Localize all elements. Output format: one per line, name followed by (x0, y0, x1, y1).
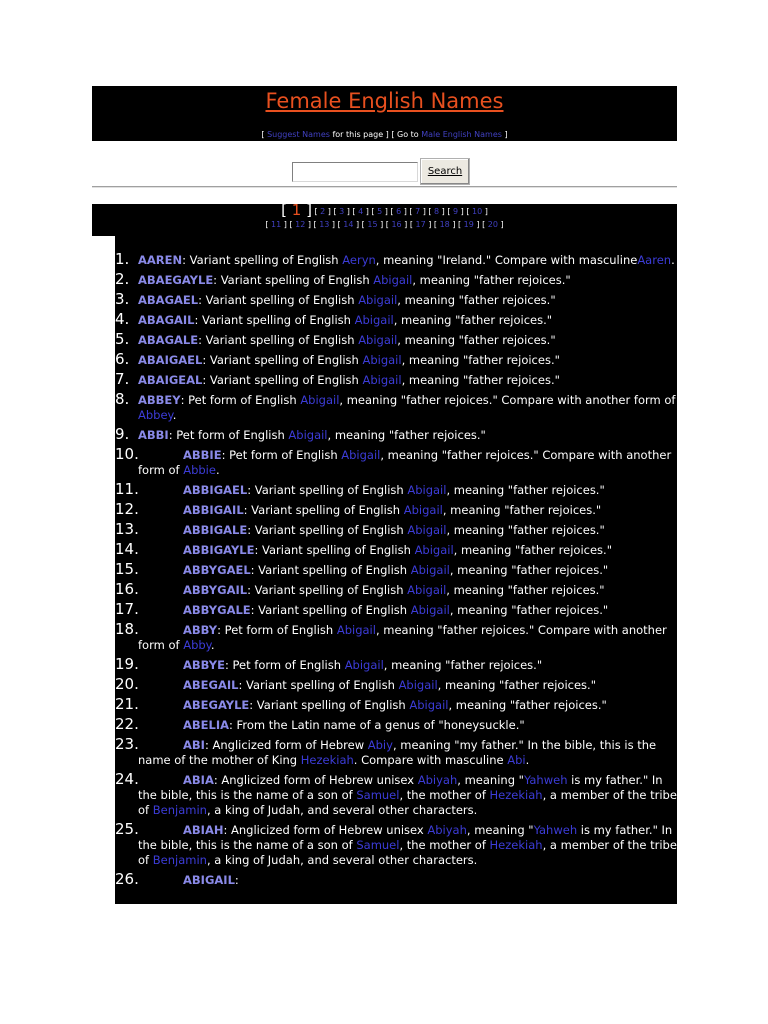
definition-text: : Variant spelling of English (250, 563, 411, 577)
indent (138, 823, 183, 837)
name-link[interactable]: Abigail (288, 428, 328, 442)
pagination-bracket: [ (310, 220, 320, 229)
name-link[interactable]: Abigail (409, 698, 449, 712)
name-link[interactable]: Abigail (410, 603, 450, 617)
page-link-19[interactable]: 19 (463, 220, 474, 229)
list-item (115, 520, 677, 538)
name-term: ABBY (183, 623, 218, 637)
list-item-number: 1. (115, 250, 130, 268)
page-link-15[interactable]: 15 (367, 220, 378, 229)
page-link-7[interactable]: 7 (415, 207, 421, 216)
definition-text: , meaning "father rejoices." (397, 293, 556, 307)
name-link[interactable]: Abi (507, 753, 526, 767)
definition-text: , the mother of (399, 788, 490, 802)
name-term: ABIA (183, 773, 214, 787)
indent (138, 678, 183, 692)
name-link[interactable]: Abbey (138, 408, 173, 422)
page-link-8[interactable]: 8 (434, 207, 440, 216)
divider (92, 186, 677, 188)
definition-text: , meaning "father rejoices." (448, 698, 607, 712)
definition-text: , meaning "my father." In the bible, this is the name of the mother of King (138, 738, 660, 767)
definition-text: , meaning "father rejoices." Compare with another form of (339, 393, 680, 407)
page-link-2[interactable]: 2 (320, 207, 326, 216)
pagination-bracket: [ (463, 207, 473, 216)
list-item (115, 270, 677, 288)
name-link[interactable]: Aaren (637, 253, 672, 267)
definition-text: : Anglicized form of Hebrew unisex (213, 773, 418, 787)
pagination-bracket: ] (482, 207, 488, 216)
list-item-number: 16. (115, 580, 139, 598)
definition-text: : Variant spelling of English (194, 313, 355, 327)
name-term: ABI (183, 738, 205, 752)
list-item-number: 25. (115, 820, 139, 838)
male-english-names-link[interactable]: Male English Names (421, 130, 502, 139)
name-term: ABEGAYLE (183, 698, 250, 712)
indent (138, 603, 183, 617)
pagination-bracket: [ (330, 207, 340, 216)
pagination-bracket: ] (420, 207, 426, 216)
search-input[interactable] (292, 162, 418, 182)
definition-text: : Variant spelling of English (243, 503, 404, 517)
page-header (92, 86, 677, 141)
definition-text: . (525, 753, 530, 767)
name-link[interactable]: Abiyah (427, 823, 467, 837)
definition-text: : Pet form of English (180, 393, 301, 407)
list-item-number: 7. (115, 370, 130, 388)
list-item (115, 735, 677, 768)
name-link[interactable]: Abigail (344, 658, 384, 672)
pagination-bracket: ] (363, 207, 369, 216)
name-term: ABAIGEAL (138, 373, 203, 387)
indent (138, 698, 183, 712)
definition-text: : Variant spelling of English (254, 543, 415, 557)
name-link[interactable]: Abigail (358, 333, 398, 347)
definition-text: is my father." In the bible, this is the name of a son of (138, 823, 676, 852)
page-link-11[interactable]: 11 (271, 220, 282, 229)
page-link-5[interactable]: 5 (377, 207, 383, 216)
pagination (92, 201, 677, 231)
name-link[interactable]: Abigail (398, 678, 438, 692)
pagination-bracket: ] (305, 220, 311, 229)
definition-text: , a king of Judah, and several other characters. (206, 803, 478, 817)
name-term: ABAEGAYLE (138, 273, 214, 287)
name-link[interactable]: Benjamin (152, 803, 207, 817)
name-link[interactable]: Samuel (356, 788, 400, 802)
list-item-number: 2. (115, 270, 130, 288)
definition-text: , meaning "father rejoices." (401, 373, 560, 387)
list-item (115, 820, 681, 868)
name-term: ABEGAIL (183, 678, 239, 692)
list-item-number: 17. (115, 600, 139, 618)
name-link[interactable]: Abigail (373, 273, 413, 287)
definition-text: , meaning "father rejoices." (393, 313, 553, 327)
list-item (115, 870, 677, 888)
search-button-label: Search (427, 166, 463, 177)
name-link[interactable]: Benjamin (152, 853, 207, 867)
pagination-bracket: [ (314, 207, 321, 216)
name-link[interactable]: Hezekiah (489, 788, 543, 802)
definition-text: : Anglicized form of Hebrew unisex (223, 823, 428, 837)
name-term: ABAIGAEL (138, 353, 203, 367)
page-link-3[interactable]: 3 (339, 207, 345, 216)
name-term: ABBEY (138, 393, 181, 407)
definition-text: , meaning "father rejoices." (446, 583, 605, 597)
names-list (115, 250, 681, 893)
pagination-bracket: ] (325, 207, 331, 216)
definition-text: , meaning "father rejoices." (412, 273, 571, 287)
indent (138, 773, 183, 787)
indent (138, 483, 183, 497)
definition-text: : Anglicized form of Hebrew (204, 738, 368, 752)
definition-text: , meaning "father rejoices." (327, 428, 486, 442)
list-item (115, 500, 677, 518)
list-item (115, 715, 677, 733)
indent (138, 718, 183, 732)
list-item (115, 770, 681, 818)
list-item-number: 6. (115, 350, 130, 368)
subnav-close: ] (501, 130, 508, 139)
list-item (115, 350, 677, 368)
definition-text: . (671, 253, 675, 267)
name-term: ABAGAIL (138, 313, 195, 327)
name-link[interactable]: Abigail (354, 313, 394, 327)
definition-text: , meaning "father rejoices." (397, 333, 556, 347)
pagination-bracket: [ (265, 220, 272, 229)
definition-text: : Pet form of English (221, 448, 342, 462)
name-link[interactable]: Abigail (336, 623, 376, 637)
definition-text: . Compare with masculine (353, 753, 508, 767)
list-item-number: 20. (115, 675, 139, 693)
pagination-bracket: ] (439, 207, 445, 216)
page-title[interactable]: Female English Names (265, 89, 504, 113)
page-link-12[interactable]: 12 (295, 220, 306, 229)
pagination-bracket: [ (368, 207, 378, 216)
name-link[interactable]: Samuel (356, 838, 400, 852)
definition-text: , meaning "father rejoices." (437, 678, 596, 692)
name-term: AAREN (138, 253, 183, 267)
pagination-bracket: ] (473, 220, 480, 229)
name-term: ABBIGAIL (183, 503, 244, 517)
list-item-number: 22. (115, 715, 139, 733)
list-item-number: 26. (115, 870, 139, 888)
pagination-bracket: ] (329, 220, 336, 229)
definition-text: , meaning "father rejoices." (383, 658, 543, 672)
definition-text: : Variant spelling of English (247, 483, 408, 497)
indent (138, 738, 183, 752)
indent (138, 503, 183, 517)
pagination-current: [ 1 ] (281, 201, 312, 219)
name-term: ABAGALE (138, 333, 199, 347)
name-term: ABBYGALE (183, 603, 251, 617)
list-item (115, 655, 677, 673)
definition-text: : Variant spelling of English (213, 273, 374, 287)
definition-text: : Variant spelling of English (198, 293, 359, 307)
name-link[interactable]: Abigail (300, 393, 340, 407)
definition-text: , meaning "father rejoices." (401, 353, 560, 367)
name-link[interactable]: Abigail (410, 563, 450, 577)
page-link-6[interactable]: 6 (396, 207, 402, 216)
list-item (115, 600, 677, 618)
pagination-bracket: [ (431, 220, 440, 229)
list-item (115, 560, 677, 578)
definition-text: , meaning " (457, 773, 524, 787)
name-term: ABBYE (183, 658, 225, 672)
pagination-bracket: [ (444, 207, 454, 216)
pagination-bracket: [ (383, 220, 392, 229)
definition-text: : Variant spelling of English (202, 353, 363, 367)
definition-text: : Variant spelling of English (198, 333, 359, 347)
definition-text: , meaning "father rejoices." (453, 543, 612, 557)
indent (138, 563, 183, 577)
name-link[interactable]: Abigail (362, 373, 402, 387)
list-item-number: 9. (115, 425, 130, 443)
name-link[interactable]: Abiy (367, 738, 393, 752)
pagination-bracket: [ (359, 220, 368, 229)
pagination-row-2 (92, 218, 677, 231)
name-link[interactable]: Abigail (403, 503, 443, 517)
name-term: ABIAH (183, 823, 224, 837)
name-link[interactable]: Hezekiah (489, 838, 543, 852)
list-item (115, 330, 677, 348)
list-item-number: 21. (115, 695, 139, 713)
pagination-row-1 (92, 201, 677, 219)
pagination-bracket: [ (407, 220, 416, 229)
name-link[interactable]: Yahweh (533, 823, 578, 837)
name-link[interactable]: Abigail (407, 583, 447, 597)
list-item-number: 5. (115, 330, 130, 348)
definition-text: : Variant spelling of English (182, 253, 343, 267)
page-link-9[interactable]: 9 (453, 207, 459, 216)
pagination-bracket: ] (281, 220, 287, 229)
list-item (115, 695, 677, 713)
pagination-bracket: [ (479, 220, 488, 229)
subnav-open: [ (261, 130, 268, 139)
definition-text: : Variant spelling of English (250, 603, 411, 617)
page-link-13[interactable]: 13 (319, 220, 330, 229)
pagination-bracket: ] (377, 220, 384, 229)
definition-text: : Variant spelling of English (247, 583, 408, 597)
pagination-bracket: ] (344, 207, 350, 216)
page-link-10[interactable]: 10 (472, 207, 483, 216)
name-term: ABBI (138, 428, 169, 442)
pagination-bracket: [ (387, 207, 397, 216)
name-term: ABBYGAIL (183, 583, 248, 597)
list-item-number: 23. (115, 735, 139, 753)
list-item (115, 390, 680, 423)
name-link[interactable]: Hezekiah (300, 753, 354, 767)
list-item-number: 8. (115, 390, 130, 408)
definition-text: : Variant spelling of English (202, 373, 363, 387)
name-link[interactable]: Aeryn (342, 253, 376, 267)
definition-text: , meaning "father rejoices." (446, 483, 605, 497)
pagination-bracket: ] (458, 207, 464, 216)
pagination-bracket: [ (349, 207, 359, 216)
list-item (115, 425, 677, 443)
list-item-number: 18. (115, 620, 139, 638)
list-item (115, 480, 677, 498)
definition-text: : Pet form of English (225, 658, 345, 672)
header-subnav (92, 130, 677, 139)
list-item-number: 14. (115, 540, 139, 558)
page-link-20[interactable]: 20 (487, 220, 498, 229)
list-item-number: 13. (115, 520, 139, 538)
name-link[interactable]: Abigail (414, 543, 454, 557)
pagination-bracket: ] (425, 220, 432, 229)
definition-text: : Variant spelling of English (247, 523, 408, 537)
definition-text: , meaning "father rejoices." Compare with another form of (138, 448, 675, 477)
list-item-number: 10. (115, 445, 139, 463)
indent (138, 448, 183, 462)
list-item (115, 250, 677, 268)
pagination-bracket: [ (455, 220, 464, 229)
definition-text: , meaning "father rejoices." (446, 523, 605, 537)
indent (138, 658, 183, 672)
indent (138, 523, 183, 537)
page-link-16[interactable]: 16 (391, 220, 402, 229)
list-item (115, 580, 677, 598)
indent (138, 623, 183, 637)
pagination-bracket: [ (286, 220, 296, 229)
definition-text: : Variant spelling of English (249, 698, 410, 712)
indent (138, 543, 183, 557)
indent (138, 873, 183, 887)
pagination-bracket: [ (406, 207, 416, 216)
definition-text: . (215, 463, 220, 477)
definition-text: . (210, 638, 215, 652)
list-item (115, 310, 677, 328)
page-link-14[interactable]: 14 (343, 220, 354, 229)
definition-text: : Variant spelling of English (238, 678, 399, 692)
list-item (115, 675, 677, 693)
name-term: ABBIGALE (183, 523, 248, 537)
list-item-number: 3. (115, 290, 130, 308)
search-button[interactable] (420, 158, 470, 185)
search-bar (292, 157, 470, 186)
definition-text: , a king of Judah, and several other characters. (206, 853, 478, 867)
list-item-number: 24. (115, 770, 139, 788)
name-link[interactable]: Abbie (183, 463, 216, 477)
name-term: ABBIGAYLE (183, 543, 255, 557)
name-link[interactable]: Abigail (407, 483, 447, 497)
definition-text: : (234, 873, 239, 887)
pagination-bracket: [ (335, 220, 344, 229)
pagination-bracket: ] (449, 220, 456, 229)
definition-text: : Pet form of English (217, 623, 337, 637)
definition-text: is my father." In the bible, this is the name of a son of (138, 773, 667, 802)
definition-text: , meaning "father rejoices." (449, 603, 609, 617)
name-link[interactable]: Abby (183, 638, 211, 652)
definition-text: , a member of the tribe of (138, 788, 681, 817)
list-item-number: 4. (115, 310, 130, 328)
definition-text: . (172, 408, 177, 422)
list-item-number: 11. (115, 480, 139, 498)
definition-text: : Pet form of English (168, 428, 289, 442)
list-item (115, 445, 677, 478)
page-link-18[interactable]: 18 (439, 220, 450, 229)
definition-text: , meaning "father rejoices." (449, 563, 609, 577)
definition-text: , meaning " (466, 823, 534, 837)
name-link[interactable]: Abiyah (417, 773, 458, 787)
suggest-names-link[interactable]: Suggest Names (267, 130, 330, 139)
definition-text: , meaning "Ireland." Compare with masculine (375, 253, 638, 267)
list-item (115, 540, 677, 558)
name-term: ABELIA (183, 718, 230, 732)
definition-text: , a member of the tribe of (138, 838, 681, 867)
name-term: ABBIE (183, 448, 222, 462)
page-link-17[interactable]: 17 (415, 220, 426, 229)
list-item (115, 620, 677, 653)
pagination-bracket: ] (382, 207, 388, 216)
name-link[interactable]: Abigail (358, 293, 398, 307)
name-link[interactable]: Abigail (362, 353, 402, 367)
list-item-number: 12. (115, 500, 139, 518)
list-item (115, 370, 677, 388)
name-term: ABAGAEL (138, 293, 199, 307)
name-term: ABIGAIL (183, 873, 235, 887)
list-item (115, 290, 677, 308)
pagination-bracket: ] (353, 220, 360, 229)
definition-text: , the mother of (399, 838, 490, 852)
subnav-mid: for this page ] [ Go to (329, 130, 422, 139)
indent (138, 583, 183, 597)
name-link[interactable]: Abigail (407, 523, 447, 537)
list-item-number: 15. (115, 560, 139, 578)
name-term: ABBIGAEL (183, 483, 248, 497)
pagination-bracket: [ (425, 207, 435, 216)
pagination-bracket: ] (401, 220, 408, 229)
definition-text: : From the Latin name of a genus of "honeysuckle." (229, 718, 525, 732)
list-item-number: 19. (115, 655, 139, 673)
definition-text: , meaning "father rejoices." (442, 503, 602, 517)
name-link[interactable]: Abigail (341, 448, 381, 462)
definition-text: , meaning "father rejoices." Compare with another form of (138, 623, 671, 652)
name-term: ABBYGAEL (183, 563, 251, 577)
pagination-bracket: ] (497, 220, 504, 229)
page-link-4[interactable]: 4 (358, 207, 364, 216)
name-link[interactable]: Yahweh (523, 773, 568, 787)
pagination-bracket: ] (401, 207, 407, 216)
